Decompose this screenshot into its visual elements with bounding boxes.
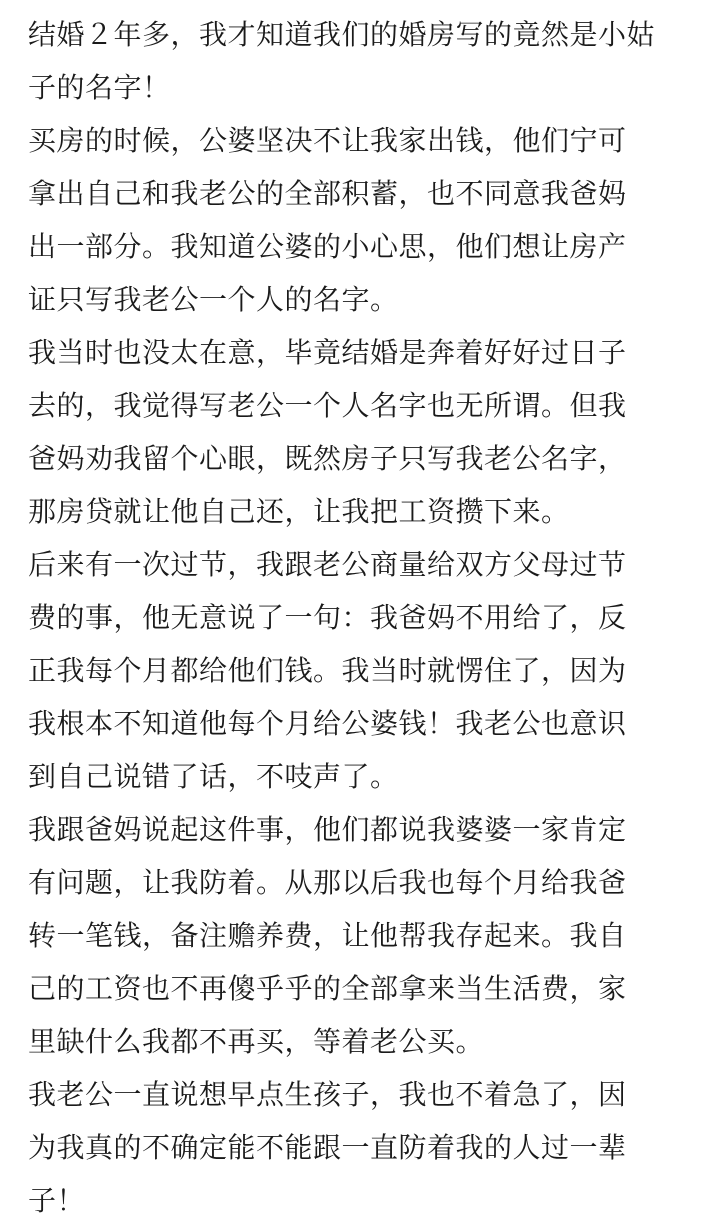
text-line: 后来有一次过节，我跟老公商量给双方父母过节: [28, 548, 627, 581]
text-line: 己的工资也不再傻乎乎的全部拿来当生活费，家: [28, 972, 627, 1005]
text-line: 我当时也没太在意，毕竟结婚是奔着好好过日子: [28, 336, 627, 369]
text-line: 到自己说错了话，不吱声了。: [28, 760, 399, 793]
text-line: 子的名字！: [28, 71, 171, 104]
text-line: 子！: [28, 1184, 86, 1217]
text-line: 买房的时候，公婆坚决不让我家出钱，他们宁可: [28, 124, 627, 157]
text-line: 我根本不知道他每个月给公婆钱！我老公也意识: [28, 707, 627, 740]
text-line: 正我每个月都给他们钱。我当时就愣住了，因为: [28, 654, 627, 687]
text-line: 为我真的不确定能不能跟一直防着我的人过一辈: [28, 1131, 627, 1164]
text-line: 证只写我老公一个人的名字。: [28, 283, 399, 316]
text-line: 我老公一直说想早点生孩子，我也不着急了，因: [28, 1078, 627, 1111]
text-line: 有问题，让我防着。从那以后我也每个月给我爸: [28, 866, 627, 899]
text-line: 转一笔钱，备注赡养费，让他帮我存起来。我自: [28, 919, 627, 952]
text-line: 爸妈劝我留个心眼，既然房子只写我老公名字，: [28, 442, 627, 475]
text-line: 我跟爸妈说起这件事，他们都说我婆婆一家肯定: [28, 813, 627, 846]
text-line: 拿出自己和我老公的全部积蓄，也不同意我爸妈: [28, 177, 627, 210]
text-line: 结婚２年多，我才知道我们的婚房写的竟然是小姑: [28, 18, 656, 51]
text-line: 里缺什么我都不再买，等着老公买。: [28, 1025, 485, 1058]
text-line: 出一部分。我知道公婆的小心思，他们想让房产: [28, 230, 627, 263]
text-line: 去的，我觉得写老公一个人名字也无所谓。但我: [28, 389, 627, 422]
text-line: 费的事，他无意说了一句：我爸妈不用给了，反: [28, 601, 627, 634]
article-body: [28, 8, 678, 1227]
text-line: 那房贷就让他自己还，让我把工资攒下来。: [28, 495, 570, 528]
